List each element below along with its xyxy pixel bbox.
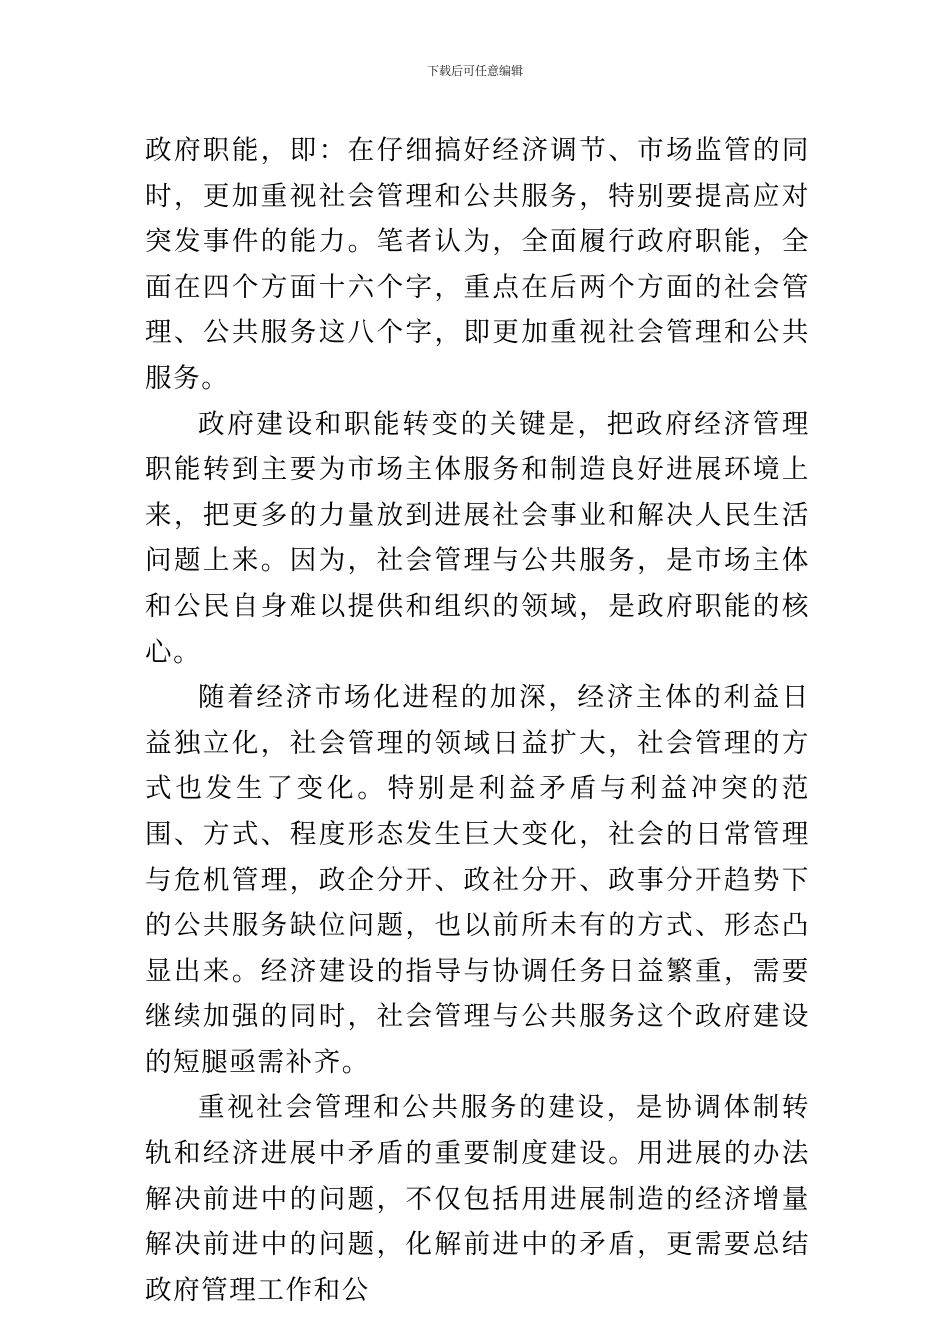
paragraph: 政府建设和职能转变的关键是，把政府经济管理职能转到主要为市场主体服务和制造良好进展环境上来，把更多的力量放到进展社会事业和解决人民生活问题上来。因为，社会管理与公共服务，是市场主体和公民自身难以提供和组织的领域，是政府职能的核心。 <box>145 408 810 668</box>
paragraph-continuation: 政府职能，即：在仔细搞好经济调节、市场监管的同时，更加重视社会管理和公共服务，特别要提高应对突发事件的能力。笔者认为，全面履行政府职能，全面在四个方面十六个字，重点在后两个方面的社会管理、公共服务这八个字，即更加重视社会管理和公共服务。 <box>145 135 810 394</box>
page-header-note: 下载后可任意编辑 <box>426 64 523 78</box>
paragraph: 随着经济市场化进程的加深，经济主体的利益日益独立化，社会管理的领域日益扩大，社会管理的方式也发生了变化。特别是利益矛盾与利益冲突的范围、方式、程度形态发生巨大变化，社会的日常管理与危机管理，政企分开、政社分开、政事分开趋势下的公共服务缺位问题，也以前所未有的方式、形态凸显出来。经济建设的指导与协调任务日益繁重，需要继续加强的同时，社会管理与公共服务这个政府建设的短腿亟需补齐。 <box>145 682 810 1078</box>
paragraph: 重视社会管理和公共服务的建设，是协调体制转轨和经济进展中矛盾的重要制度建设。用进展的办法解决前进中的问题，不仅包括用进展制造的经济增量解决前进中的问题，化解前进中的矛盾，更需要总结政府管理工作和公 <box>145 1092 810 1306</box>
document-body <box>145 128 810 1313</box>
